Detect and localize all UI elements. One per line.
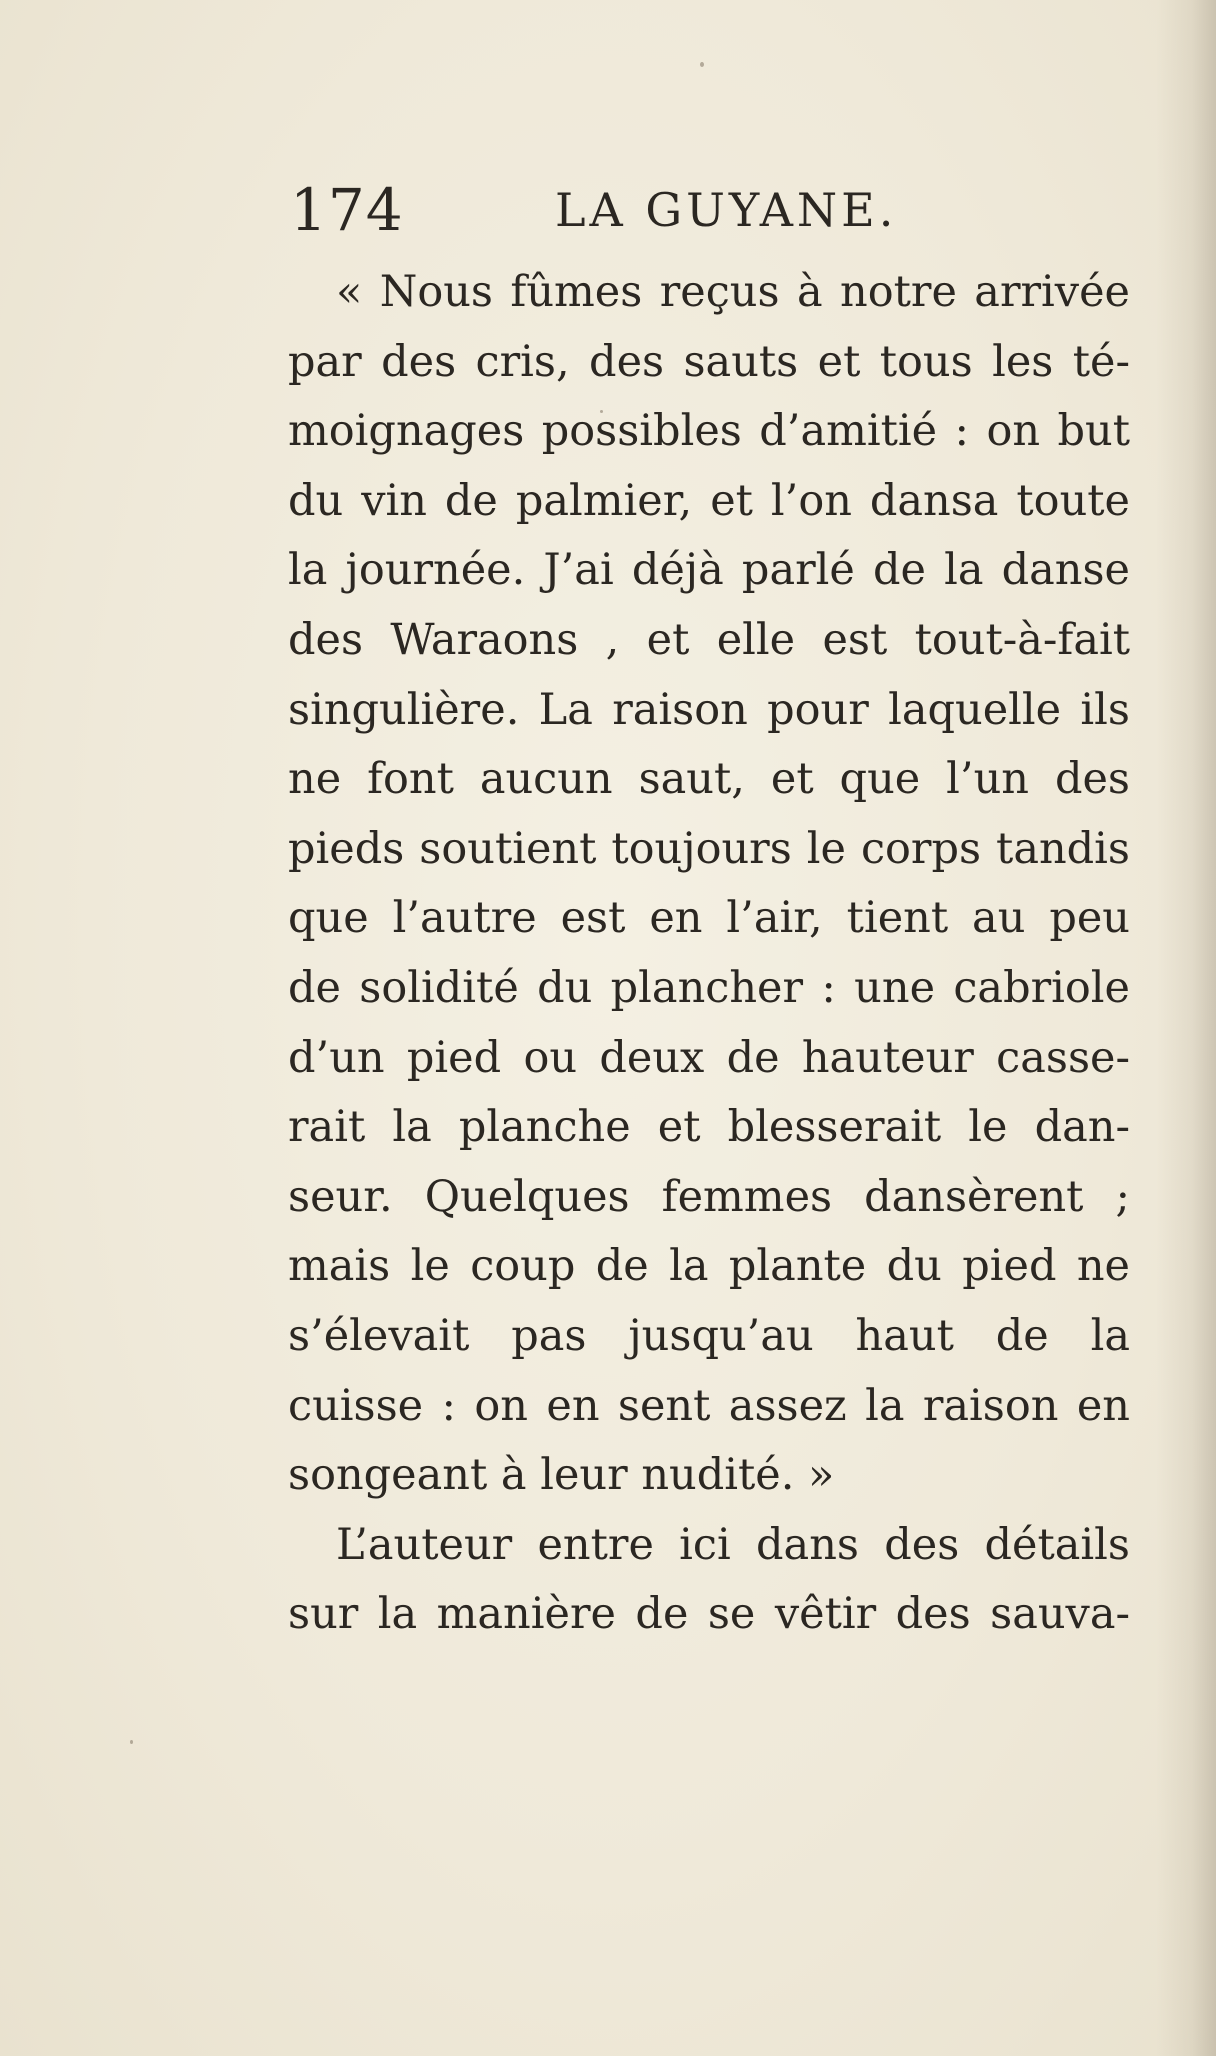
text-line: ne font aucun saut, et que l’un des xyxy=(288,754,1130,805)
text-line: que l’autre est en l’air, tient au peu xyxy=(288,893,1130,944)
text-line: la journée. J’ai déjà parlé de la danse xyxy=(288,545,1130,596)
text-line: du vin de palmier, et l’on dansa toute xyxy=(288,475,1130,526)
text-line: s’élevait pas jusqu’au haut de la xyxy=(288,1310,1130,1361)
page-edge-shadow xyxy=(1156,0,1216,2056)
body-text xyxy=(288,258,1130,1650)
text-line: d’un pied ou deux de hauteur casse- xyxy=(288,1032,1130,1083)
text-line: L’auteur entre ici dans des détails xyxy=(336,1519,1130,1570)
paper-speck xyxy=(700,62,704,67)
text-line: songeant à leur nudité. » xyxy=(288,1450,835,1501)
text-line: seur. Quelques femmes dansèrent ; xyxy=(288,1171,1130,1222)
paper-speck xyxy=(130,1740,133,1744)
text-line: cuisse : on en sent assez la raison en xyxy=(288,1380,1130,1431)
text-line: rait la planche et blesserait le dan- xyxy=(288,1102,1130,1153)
text-line: de solidité du plancher : une cabriole xyxy=(288,962,1130,1013)
text-line: des Waraons , et elle est tout-à-fait xyxy=(288,614,1130,665)
text-line: par des cris, des sauts et tous les té- xyxy=(288,336,1130,387)
text-line: « Nous fûmes reçus à notre arrivée xyxy=(336,267,1130,317)
page-header xyxy=(290,170,1130,250)
text-line: mais le coup de la plante du pied ne xyxy=(288,1241,1130,1292)
text-line: singulière. La raison pour laquelle ils xyxy=(288,684,1130,735)
page-number: 174 xyxy=(290,176,404,244)
text-line: pieds soutient toujours le corps tandis xyxy=(288,823,1130,874)
running-head: LA GUYANE. xyxy=(555,183,898,237)
text-line: sur la manière de se vêtir des sauva- xyxy=(288,1589,1130,1640)
text-line: moignages possibles d’amitié : on but xyxy=(288,406,1130,457)
